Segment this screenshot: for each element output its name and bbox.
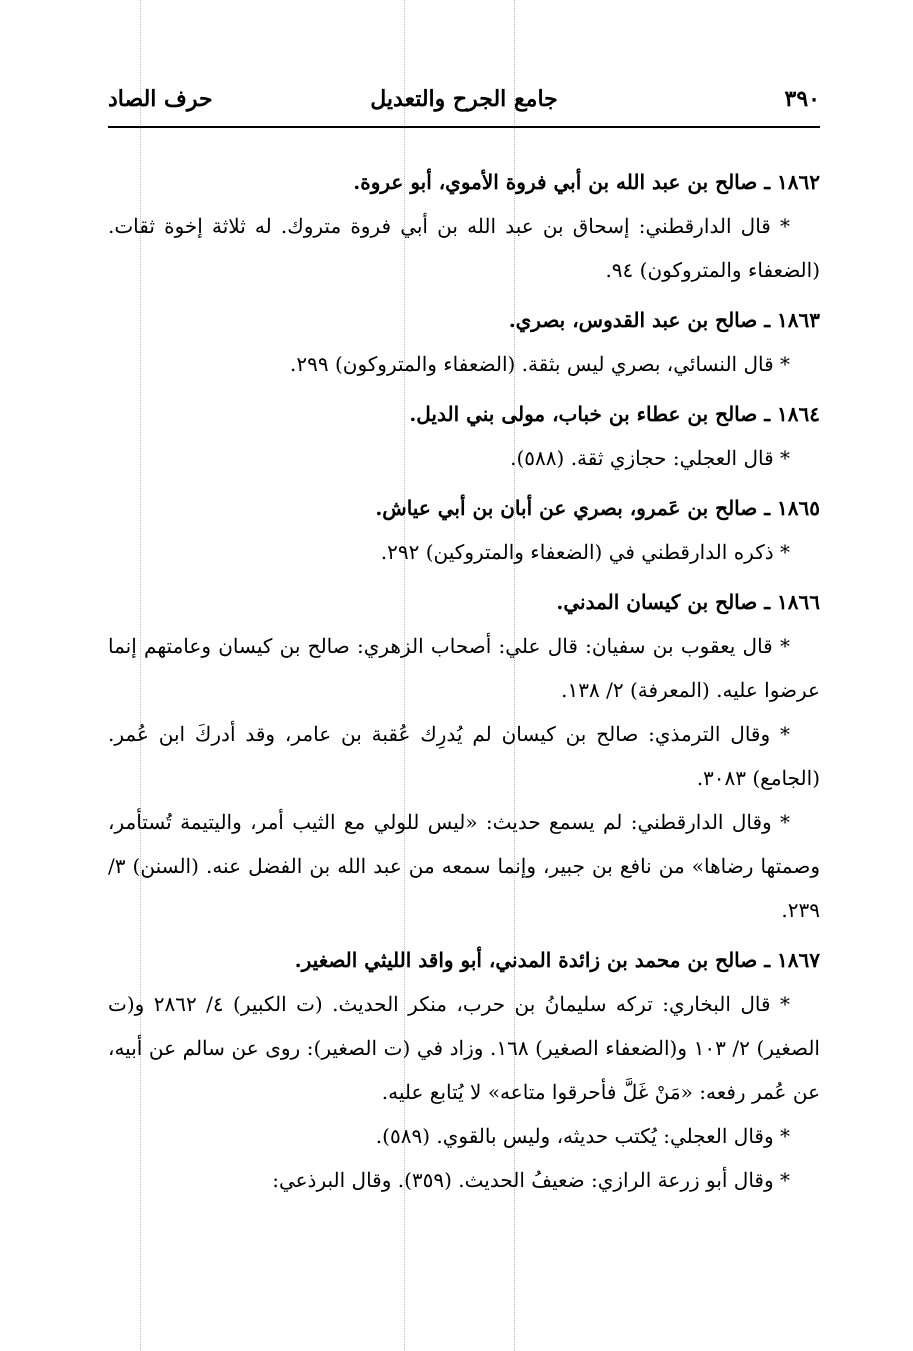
book-title: جامع الجرح والتعديل	[370, 86, 558, 112]
entry-paragraph: * قال النسائي، بصري ليس بثقة. (الضعفاء والمتروكون) ٢٩٩.	[290, 352, 790, 376]
entry-heading: ١٨٦٣ ـ صالح بن عبد القدوس، بصري.	[508, 308, 820, 332]
entry	[108, 938, 820, 1202]
page-body	[108, 160, 820, 1208]
entry-heading: ١٨٦٥ ـ صالح بن عَمرو، بصري عن أبان بن أبي عياش.	[375, 496, 820, 520]
page-number: ٣٩٠	[784, 86, 820, 112]
entry-heading: ١٨٦٧ ـ صالح بن محمد بن زائدة المدني، أبو واقد الليثي الصغير.	[294, 948, 820, 972]
entry-paragraph: * قال يعقوب بن سفيان: قال علي: أصحاب الزهري: صالح بن كيسان وعامتهم إنما عرضوا عليه. (المعرفة) ٢/ ١٣٨.	[108, 634, 820, 702]
entry-paragraph: * قال العجلي: حجازي ثقة. (٥٨٨).	[510, 446, 790, 470]
running-header	[108, 86, 820, 128]
entry-paragraph: * قال البخاري: تركه سليمانُ بن حرب، منكر الحديث. (ت الكبير) ٤/ ٢٨٦٢ و(ت الصغير) ٢/ ١٠٣ و(الضعفاء الصغير) ١٦٨. وزاد في (ت الصغير): روى عن سالم عن أبيه، عن عُمر رفعه: «مَنْ غَلَّ فأحرقوا متاعه» لا يُتابع عليه.	[108, 992, 820, 1104]
entry-paragraph: * وقال أبو زرعة الرازي: ضعيفُ الحديث. (٣٥٩). وقال البرذعي:	[272, 1168, 790, 1192]
entry-heading: ١٨٦٦ ـ صالح بن كيسان المدني.	[556, 590, 820, 614]
entry	[108, 392, 820, 480]
entry-paragraph: * وقال الترمذي: صالح بن كيسان لم يُدرِك عُقبة بن عامر، وقد أدركَ ابن عُمر. (الجامع) ٣٠٨٣.	[108, 722, 820, 790]
entry-paragraph: * وقال الدارقطني: لم يسمع حديث: «ليس للولي مع الثيب أمر، واليتيمة تُستأمر، وصمتها رضاها» من نافع بن جبير، وإنما سمعه من عبد الله بن الفضل عنه. (السنن) ٣/ ٢٣٩.	[108, 810, 820, 922]
entry-paragraph: * وقال العجلي: يُكتب حديثه، وليس بالقوي. (٥٨٩).	[375, 1124, 790, 1148]
entry-paragraph: * ذكره الدارقطني في (الضعفاء والمتروكين) ٢٩٢.	[380, 540, 790, 564]
entry	[108, 298, 820, 386]
entry	[108, 580, 820, 932]
entry	[108, 486, 820, 574]
entry-heading: ١٨٦٢ ـ صالح بن عبد الله بن أبي فروة الأموي، أبو عروة.	[353, 170, 820, 194]
section-title: حرف الصاد	[108, 86, 213, 112]
entry	[108, 160, 820, 292]
entry-paragraph: * قال الدارقطني: إسحاق بن عبد الله بن أبي فروة متروك. له ثلاثة إخوة ثقات. (الضعفاء والمتروكون) ٩٤.	[108, 214, 820, 282]
entry-heading: ١٨٦٤ ـ صالح بن عطاء بن خباب، مولى بني الديل.	[409, 402, 820, 426]
